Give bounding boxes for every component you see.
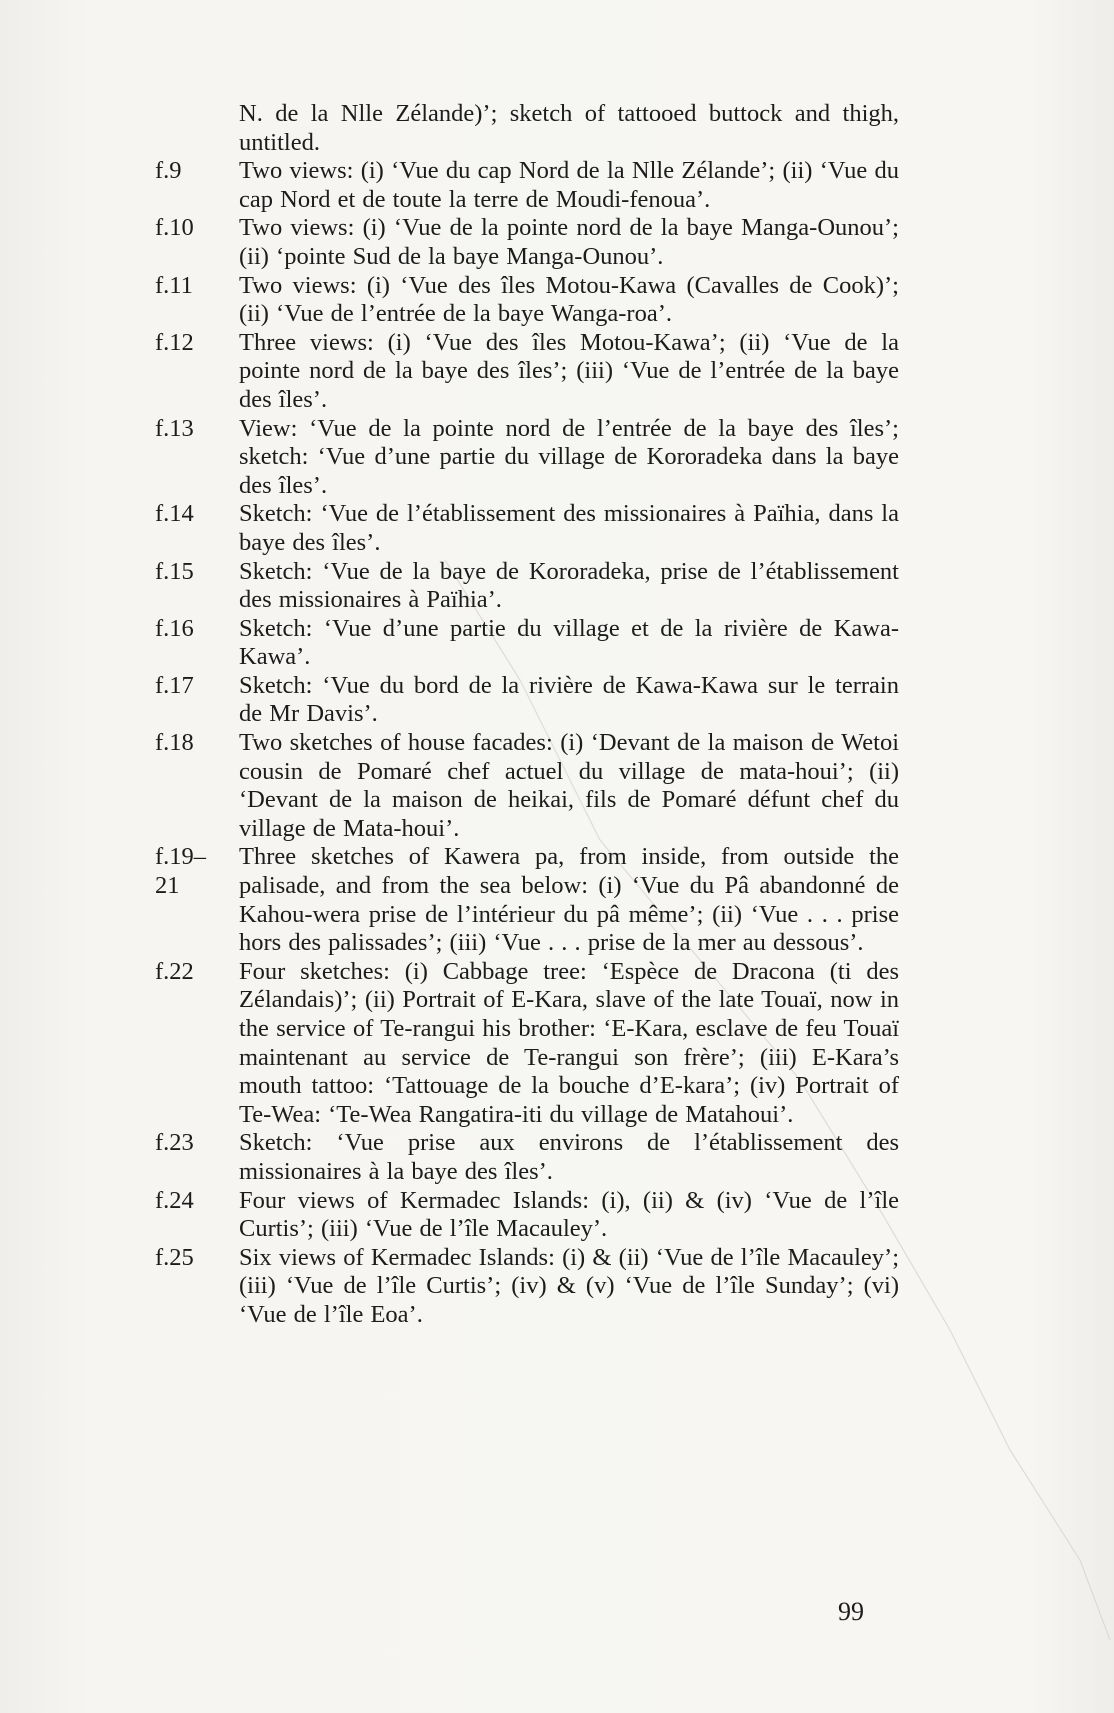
folio-ref: f.11 [155, 271, 193, 299]
entry-f9 [155, 157, 899, 214]
entry-f11 [155, 272, 899, 329]
entry-f12 [155, 329, 899, 415]
entry-f24 [155, 1187, 899, 1244]
entry-f16 [155, 615, 899, 672]
entry-text: Three views: (i) ‘Vue des îles Motou-Kawa’; (ii) ‘Vue de la pointe nord de la baye des îles’; (iii) ‘Vue de l’entrée de la baye des îles’. [239, 328, 899, 413]
entry-f13 [155, 415, 899, 501]
entry-text: Two sketches of house facades: (i) ‘Devant de la maison de Wetoi cousin de Pomaré chef actuel du village de mata-houi’; (ii) ‘Devant de la maison de heikai, fils de Pomaré défunt chef du village de Mata-houi’. [239, 729, 899, 842]
entry-f10 [155, 214, 899, 271]
entry-f14 [155, 500, 899, 557]
entry-f15 [155, 558, 899, 615]
folio-ref: f.19– 21 [155, 843, 207, 900]
folio-ref: f.25 [155, 1243, 194, 1271]
folio-ref: f.22 [155, 957, 194, 985]
folio-ref: f.9 [155, 157, 182, 185]
entry-text: View: ‘Vue de la pointe nord de l’entrée de la baye des îles’; sketch: ‘Vue d’une partie du village de Kororadeka dans la baye des îles’. [239, 414, 899, 499]
entry-continuation [155, 100, 899, 157]
entry-text: Six views of Kermadec Islands: (i) & (ii) ‘Vue de l’île Macauley’; (iii) ‘Vue de l’île Curtis’; (iv) & (v) ‘Vue de l’île Sunday’; (vi) ‘Vue de l’île Eoa’. [239, 1243, 899, 1328]
entry-text: Two views: (i) ‘Vue des îles Motou-Kawa (Cavalles de Cook)’; (ii) ‘Vue de l’entrée de la baye Wanga-roa’. [239, 271, 899, 328]
page-number: 99 [838, 1597, 864, 1626]
entry-text: Two views: (i) ‘Vue de la pointe nord de la baye Manga-Ounou’; (ii) ‘pointe Sud de la baye Manga-Ounou’. [239, 214, 899, 270]
folio-ref: f.24 [155, 1186, 194, 1214]
entry-f19-21 [155, 843, 899, 957]
entry-text: Sketch: ‘Vue prise aux environs de l’établissement des missionaires à la baye des îles’. [239, 1129, 899, 1185]
folio-ref: f.10 [155, 214, 194, 242]
folio-ref: f.15 [155, 557, 194, 585]
entry-text: Four sketches: (i) Cabbage tree: ‘Espèce de Dracona (ti des Zélandais)’; (ii) Portrait of E-Kara, slave of the late Touaï, now in the service of Te-rangui his brother: ‘E-Kara, esclave de feu Touaï maintenant au service de Te-rangui son frère’; (iii) E-Kara’s mouth tattoo: ‘Tattouage de la bouche d’E-kara’; (iv) Portrait of Te-Wea: ‘Te-Wea Rangatira-iti du village de Matahoui’. [239, 957, 899, 1128]
entry-f25 [155, 1244, 899, 1330]
entry-text: Sketch: ‘Vue du bord de la rivière de Kawa-Kawa sur le terrain de Mr Davis’. [239, 671, 899, 728]
entry-text: Four views of Kermadec Islands: (i), (ii) & (iv) ‘Vue de l’île Curtis’; (iii) ‘Vue de l’île Macauley’. [239, 1186, 899, 1243]
folio-ref: f.14 [155, 500, 194, 528]
entry-text: N. de la Nlle Zélande)’; sketch of tattooed buttock and thigh, untitled. [239, 100, 899, 156]
entry-text: Three sketches of Kawera pa, from inside, from outside the palisade, and from the sea below: (i) ‘Vue du Pâ abandonné de Kahou-wera prise de l’intérieur du pâ même’; (ii) ‘Vue . . . prise hors des palissades’; (iii) ‘Vue . . . prise de la mer au dessous’. [239, 843, 899, 957]
entry-text: Sketch: ‘Vue d’une partie du village et de la rivière de Kawa-Kawa’. [239, 614, 899, 671]
folio-ref: f.13 [155, 414, 194, 442]
folio-ref: f.23 [155, 1129, 194, 1157]
folio-ref: f.17 [155, 671, 194, 699]
folio-ref: f.12 [155, 328, 194, 356]
entry-f23 [155, 1129, 899, 1186]
entry-f18 [155, 729, 899, 843]
entry-f17 [155, 672, 899, 729]
catalogue-entries [155, 100, 899, 1330]
folio-ref: f.18 [155, 729, 194, 757]
entry-text: Sketch: ‘Vue de la baye de Kororadeka, prise de l’établissement des missionaires à Païhia’. [239, 557, 899, 614]
entry-text: Two views: (i) ‘Vue du cap Nord de la Nlle Zélande’; (ii) ‘Vue du cap Nord et de toute la terre de Moudi-fenoua’. [239, 157, 899, 213]
folio-ref: f.16 [155, 614, 194, 642]
entry-f22 [155, 958, 899, 1130]
entry-text: Sketch: ‘Vue de l’établissement des missionaires à Païhia, dans la baye des îles’. [239, 500, 899, 556]
